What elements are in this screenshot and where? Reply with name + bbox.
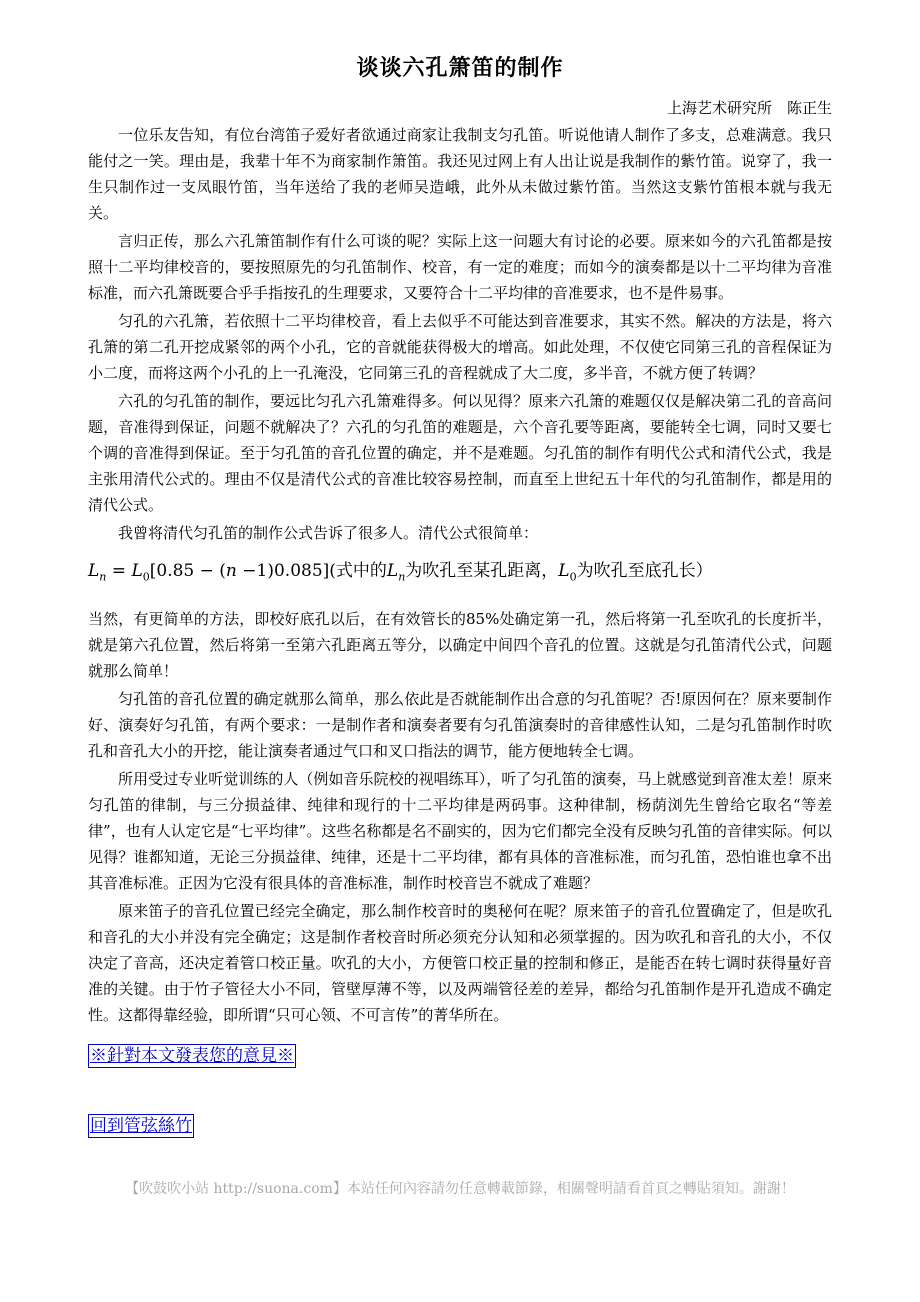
formula-eq: = xyxy=(106,561,132,581)
paragraph-1: 一位乐友告知，有位台湾笛子爱好者欲通过商家让我制支匀孔笛。听说他请人制作了多支，总难满意。我只能付之一笑。理由是，我辈十年不为商家制作箫笛。我还见过网上有人出让说是我制作的紫竹笛。说穿了，我一生只制作过一支凤眼竹笛，当年送给了我的老师吴造峨，此外从未做过紫竹笛。当然这支紫竹笛根本就与我无关。 xyxy=(88,126,832,222)
formula-note-var: L xyxy=(386,561,399,581)
formula-note-b: 为吹孔至底孔长） xyxy=(576,561,713,581)
formula-note2-sub: 0 xyxy=(569,570,577,584)
paragraph-4: 六孔的匀孔笛的制作，要远比匀孔六孔箫难得多。何以见得？原来六孔箫的难题仅仅是解决第二孔的音高问题，音准得到保证，问题不就解决了？六孔的匀孔笛的难题是，六个音孔要等距离，要能转全七调，同时又要七个调的音准得到保证。至于匀孔笛的音孔位置的确定，并不是难题。匀孔笛的制作有明代公式和清代公式，我是主张用清代公式的。理由不仅是清代公式的音准比较容易控制，而直至上世纪五十年代的匀孔笛制作，都是用的清代公式。 xyxy=(88,392,832,514)
formula-note-a: 为吹孔至某孔距离， xyxy=(405,561,559,581)
formula-lhs-sub: n xyxy=(99,570,107,584)
formula-lhs-var: L xyxy=(88,561,100,581)
paragraph-9: 原来笛子的音孔位置已经完全确定，那么制作校音时的奥秘何在呢？原来笛子的音孔位置确定了，但是吹孔和音孔的大小并没有完全确定；这是制作者校音时所必须充分认知和必须掌握的。因为吹孔和音孔的大小，不仅决定了音高，还决定着管口校正量。吹孔的大小，方便管口校正量的控制和修正，是能否在转七调时获得量好音准的关键。由于竹子管径大小不同，管壁厚薄不等，以及两端管径差的差异，都给匀孔笛制作是开孔造成不确定性。这都得靠经验，即所谓“只可心领、不可言传”的菁华所在。 xyxy=(88,902,832,1025)
paragraph-7: 匀孔笛的音孔位置的确定就那么简单，那么依此是否就能制作出合意的匀孔笛呢？否!原因何在？原来要制作好、演奏好匀孔笛，有两个要求：一是制作者和演奏者要有匀孔笛演奏时的音律感性认知，二是匀孔笛制作时吹孔和音孔大小的开挖，能让演奏者通过气口和叉口指法的调节，能方便地转全七调。 xyxy=(88,690,832,761)
back-to-category-link[interactable]: 回到管弦絲竹 xyxy=(90,1116,192,1136)
formula xyxy=(88,556,832,592)
article xyxy=(88,52,832,1030)
article-title: 谈谈六孔箫笛的制作 xyxy=(356,55,564,81)
formula-rhs-var: L xyxy=(131,561,143,581)
formula-expr-n: n xyxy=(225,561,237,581)
formula-expr-b: −1)0.085](式中的 xyxy=(236,561,387,581)
paragraph-2: 言归正传，那么六孔箫笛制作有什么可谈的呢？实际上这一问题大有讨论的必要。原来如今的六孔笛都是按照十二平均律校音的，要按照原先的匀孔笛制作、校音，有一定的难度；而如今的演奏都是以十二平均律为音准标准，而六孔箫既要合乎手指按孔的生理要求，又要符合十二平均律的音准要求，也不是件易事。 xyxy=(88,232,832,302)
paragraph-6: 当然，有更简单的方法，即校好底孔以后，在有效管长的85%处确定第一孔，然后将第一孔至吹孔的长度折半，就是第六孔位置，然后将第一至第六孔距离五等分，以确定中间四个音孔的位置。这就是匀孔笛清代公式，问题就那么简单！ xyxy=(88,610,832,681)
formula-rhs-sub: 0 xyxy=(142,570,150,584)
article-byline: 上海艺术研究所 陈正生 xyxy=(666,99,832,117)
formula-expr-a: [0.85 − ( xyxy=(149,561,226,581)
paragraph-8: 所用受过专业听觉训练的人（例如音乐院校的视唱练耳），听了匀孔笛的演奏，马上就感觉到音准太差！原来匀孔笛的律制，与三分损益律、纯律和现行的十二平均律是两码事。这种律制，杨荫浏先生曾给它取名“等差律”，也有人认定它是“七平均律”。这些名称都是名不副实的，因为它们都完全没有反映匀孔笛的音律实际。何以见得？谁都知道，无论三分损益律、纯律，还是十二平均律，都有具体的音准标准，而匀孔笛，恐怕谁也拿不出其音准标准。正因为它没有很具体的音准标准，制作时校音岂不就成了难题？ xyxy=(88,770,832,893)
footer-notice: 【吹鼓吹小站 http://suona.com】本站任何內容請勿任意轉載節錄，相關聲明請看首頁之轉貼須知。謝謝！ xyxy=(125,1181,795,1197)
paragraph-3: 匀孔的六孔箫，若依照十二平均律校音，看上去似乎不可能达到音准要求，其实不然。解决的方法是，将六孔箫的第二孔开挖成紧邻的两个小孔，它的音就能获得极大的增高。如此处理，不仅使它同第三孔的音程保证为小二度，而将这两个小孔的上一孔淹没，它同第三孔的音程就成了大二度，多半音，不就方便了转调？ xyxy=(88,312,832,382)
formula-note2-var: L xyxy=(558,561,570,581)
formula-note-sub: n xyxy=(398,570,406,584)
feedback-link[interactable]: ※針對本文發表您的意見※ xyxy=(90,1046,294,1066)
paragraph-5: 我曾将清代匀孔笛的制作公式告诉了很多人。清代公式很简单： xyxy=(118,524,539,542)
